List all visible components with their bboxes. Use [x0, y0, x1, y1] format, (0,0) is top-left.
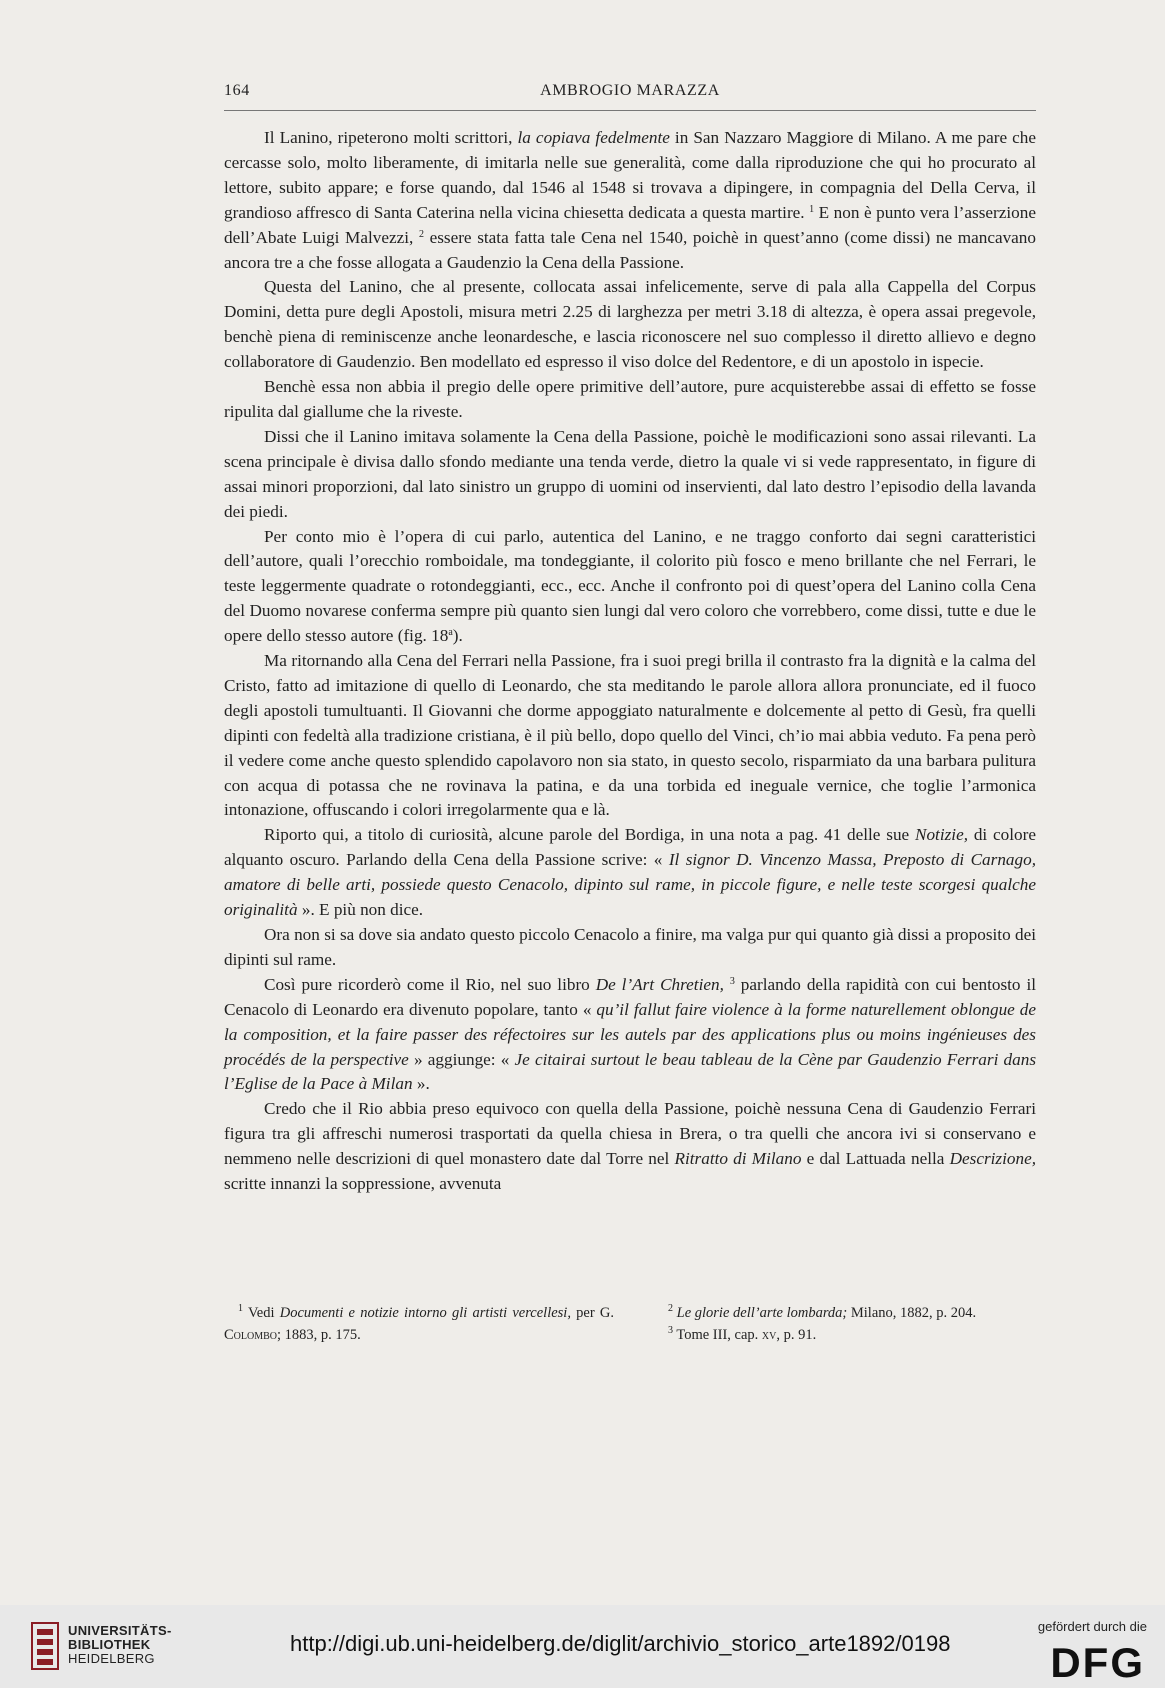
italic-text: Le glorie dell’arte lombarda; [676, 1305, 848, 1321]
italic-text: Il signor D. Vincenzo Massa, Preposto di Carnago, amatore di belle arti, possiede questo Cenacolo, dipinto sul rame, in piccole figure, e nelle teste scorgesi qualche originalità [224, 850, 1036, 920]
footnote [224, 1302, 614, 1346]
text-run: Tome III, cap. [673, 1327, 762, 1343]
italic-text: Je citairai surtout le beau tableau de la Cène par Gaudenzio Ferrari dans l’Eglise de la Pace à Milan [224, 1049, 1037, 1094]
dfg-logo: DFG [1050, 1639, 1145, 1686]
paragraph [224, 973, 1036, 1098]
header-rule [224, 110, 1036, 111]
text-run: E non è punto vera l’asserzione dell’Abate Luigi Malvezzi, [224, 202, 1036, 247]
library-name [68, 1624, 172, 1666]
footnote-marker: 1 [238, 1303, 243, 1314]
text-run: ». [412, 1074, 430, 1094]
text-run: Ma ritornando alla Cena del Ferrari nella Passione, fra i suoi pregi brilla il contrasto fra la dignità e la calma del Cristo, fatto ad imitazione di quello di Leonardo, che sta meditando le parole allora allora pronunciate, ed il fuoco degli apostoli tumultuanti. Il Giovanni che dorme appoggiato naturalmente e dolcemente al petto di Gesù, fra quelli dipinti con fedeltà alla tradizione cristiana, è il più bello, dopo quello del Vinci, ch’io mai abbia veduto. Fa pena però il vedere come anche questo splendido capolavoro non sia stato, in questo secolo, risparmiato da una barbara pulitura con acqua di potassa che ne rovinava la patina, e da una torbida ed ineguale vernice, che toglie l’armonica intonazione, offuscando i colori irregolarmente qua e là. [224, 651, 1036, 820]
paragraph [224, 923, 1036, 973]
running-title: AMBROGIO MARAZZA [540, 82, 720, 99]
footnote [654, 1324, 1036, 1346]
text-run: Così pure ricorderò come il Rio, nel suo libro [264, 974, 596, 994]
text-run: Questa del Lanino, che al presente, collocata assai infelicemente, serve di pala alla Cappella del Corpus Domini, detta pure degli Apostoli, misura metri 2.25 di larghezza per metri 3.18 di altezza, è opera assai pregevole, benchè piena di reminiscenze anche leonardesche, e lascia riconoscere nel suo complesso il diretto allievo e degno collaboratore di Gaudenzio. Ben modellato ed espresso il viso dolce del Redentore, e di un apostolo in ispecie. [224, 277, 1036, 372]
text-run: Per conto mio è l’opera di cui parlo, autentica del Lanino, e ne traggo conforto dai segni caratteristici dell’autore, quali l’orecchio romboidale, ma tondeggiante, il colorito più fosco e meno brillante che nel Ferrari, le teste leggermente quadrate o rotondeggianti, ecc., ecc. Anche il confronto poi di quest’opera del Lanino colla Cena del Duomo novarese conferma sempre più quanto sien lungi dal vero coloro che vorrebbero, come dissi, tutte e due le opere dello stesso autore (fig. 18 [224, 526, 1036, 646]
text-run: e dal Lattuada nella [801, 1149, 950, 1169]
italic-text: la copiava fedelmente [517, 128, 670, 147]
text-run: » aggiunge: « [408, 1049, 515, 1069]
italic-text: Descrizione, [949, 1149, 1037, 1169]
library-name-line: UNIVERSITÄTS- [68, 1623, 172, 1638]
text-run: Credo che il Rio abbia preso equivoco con quella della Passione, poichè nessuna Cena di Gaudenzio Ferrari figura tra gli affreschi numerosi trasportati da quella chiesa in Brera, o tra quelli che ancora ivi si conservano e nemmeno nelle descrizioni di quel monastero date dal Torre nel [224, 1099, 1036, 1169]
text-run: in San Nazzaro Maggiore di Milano. A me pare che cercasse solo, molto liberamente, di imitarla nelle sue generalità, come dalla riproduzione che qui ho procurato al lettore, subito appare; e forse quando, dal 1546 al 1548 si trovava a dipingere, in compagnia del Della Cerva, il grandioso affresco di Santa Caterina nella vicina chiesetta dedicata a questa martire. [224, 128, 1037, 222]
paragraph [224, 275, 1036, 375]
paragraph [224, 1097, 1036, 1197]
library-name-line: HEIDELBERG [68, 1651, 155, 1666]
permalink-url[interactable]: http://digi.ub.uni-heidelberg.de/diglit/archivio_storico_arte1892/0198 [290, 1631, 951, 1656]
footnote-marker: 1 [809, 203, 815, 215]
funding-note: gefördert durch die [1037, 1619, 1147, 1634]
italic-text: qu’il fallut faire violence à la forme naturellement oblongue de la composition, et la faire passer des réfectoires sur les autels par des applications plus ou moins ingénieuses des procédés de la perspective [224, 999, 1036, 1069]
university-seal-icon [30, 1621, 60, 1671]
footnote-marker: a [448, 627, 453, 639]
italic-text: Notizie, [915, 825, 968, 845]
italic-text: De l’Art Chretien, [595, 974, 724, 994]
footnote-column-right [654, 1302, 1036, 1346]
text-run: ). [452, 626, 463, 646]
small-caps-text: Colombo [224, 1327, 278, 1343]
text-run: essere stata fatta tale Cena nel 1540, poichè in quest’anno (come dissi) ne mancavano ancora tre a che fosse allogata a Gaudenzio la Cena della Passione. [224, 227, 1036, 272]
paragraph [224, 649, 1036, 823]
text-run: di colore alquanto oscuro. Parlando della Cena della Passione scrive: « [224, 825, 1036, 870]
footnote-column-left [224, 1302, 614, 1346]
library-name-line: BIBLIOTHEK [68, 1637, 151, 1652]
paragraph [224, 126, 1036, 275]
paragraph [224, 823, 1036, 923]
footnote-marker: 2 [668, 1303, 673, 1314]
text-run: Dissi che il Lanino imitava solamente la Cena della Passione, poichè le modificazioni sono assai rilevanti. La scena principale è divisa dallo sfondo mediante una tenda verde, dietro la quale vi si vede rappresentato, in figure di assai minori proporzioni, dal lato sinistro un gruppo di uomini od inservienti, dal lato destro l’episodio della lavanda dei piedi. [224, 426, 1036, 521]
italic-text: Ritratto di Milano [674, 1149, 802, 1169]
text-run: ». E più non dice. [297, 900, 424, 920]
footnote [654, 1302, 1036, 1324]
paragraph [224, 525, 1036, 650]
small-caps-text: xv [761, 1327, 777, 1343]
text-run: per G. [570, 1305, 614, 1321]
text-run: , p. 91. [776, 1327, 817, 1343]
page-header [224, 82, 1036, 106]
page-number: 164 [224, 82, 250, 99]
paragraph [224, 425, 1036, 525]
text-run: Benchè essa non abbia il pregio delle opere primitive dell’autore, pure acquisterebbe assai di effetto se fosse ripulita dal giallume che la riveste. [224, 377, 1036, 421]
text-run: Vedi [243, 1305, 280, 1321]
footnote-marker: 2 [418, 228, 424, 240]
body-text [224, 126, 1036, 1197]
footnote-marker: 3 [668, 1325, 673, 1336]
text-run: scritte innanzi la soppressione, avvenuta [224, 1174, 502, 1194]
viewer-footer [0, 1605, 1165, 1688]
paragraph [224, 375, 1036, 425]
text-run: ; 1883, p. 175. [277, 1327, 361, 1343]
italic-text: Documenti e notizie intorno gli artisti vercellesi, [279, 1305, 571, 1321]
text-run: Il Lanino, ripeterono molti scrittori, [264, 128, 518, 147]
text-run: Riporto qui, a titolo di curiosità, alcune parole del Bordiga, in una nota a pag. 41 delle sue [264, 825, 915, 845]
text-run: parlando della rapidità con cui bentosto il Cenacolo di Leonardo era divenuto popolare, tanto « [224, 974, 1037, 1019]
footnote-marker: 3 [729, 975, 735, 987]
text-run: Milano, 1882, p. 204. [847, 1305, 977, 1321]
text-run: Ora non si sa dove sia andato questo piccolo Cenacolo a finire, ma valga pur qui quanto già dissi a proposito dei dipinti sul rame. [224, 925, 1036, 969]
